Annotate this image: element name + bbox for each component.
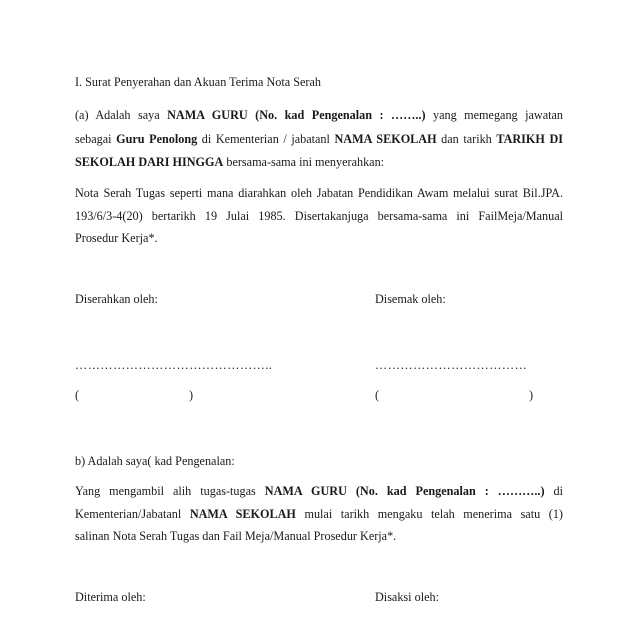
section-b-text: di bbox=[544, 484, 564, 498]
receiving-school-name: NAMA SEKOLAH bbox=[189, 507, 296, 521]
section-a-intro: (a) Adalah saya bbox=[75, 108, 168, 122]
section-b-text: Kementerian/Jabatanl bbox=[75, 507, 190, 521]
handed-over-by-label: Diserahkan oleh: bbox=[75, 292, 158, 306]
section-a-text: sebagai bbox=[75, 132, 117, 146]
checked-by-label: Disemak oleh: bbox=[375, 292, 446, 306]
section-a-line-3 bbox=[75, 156, 384, 168]
name-paren-right-open: ( bbox=[375, 388, 380, 402]
teacher-name-ic: NAMA GURU (No. kad Pengenalan : ……..) bbox=[167, 108, 426, 122]
section-b-text: mulai tarikh mengaku telah menerima satu (1) bbox=[295, 507, 563, 521]
name-paren-right-close: ) bbox=[529, 388, 534, 402]
section-a-line-1 bbox=[75, 109, 563, 121]
nota-line-2: 193/6/3-4(20) bertarikh 19 Julai 1985. Disertakanjuga bersama-sama ini FailMeja/Manual bbox=[75, 209, 563, 223]
role-title: Guru Penolong bbox=[116, 132, 198, 146]
signature-line-left: ……………………………………….. bbox=[75, 358, 273, 372]
section-b-text: Yang mengambil alih tugas-tugas bbox=[75, 484, 265, 498]
section-b-line-1 bbox=[75, 485, 563, 497]
service-date: TARIKH DI bbox=[496, 132, 564, 146]
section-b-line-3: salinan Nota Serah Tugas dan Fail Meja/Manual Prosedur Kerja*. bbox=[75, 529, 397, 543]
section-a-position-text: yang memegang jawatan bbox=[425, 108, 564, 122]
nota-line-3: Prosedur Kerja*. bbox=[75, 231, 158, 245]
school-name: NAMA SEKOLAH bbox=[334, 132, 437, 146]
name-paren-left-open: ( bbox=[75, 388, 80, 402]
section-a-line-2 bbox=[75, 133, 563, 145]
section-a-text: dan tarikh bbox=[436, 132, 497, 146]
section-b-heading: b) Adalah saya( kad Pengenalan: bbox=[75, 454, 235, 468]
witnessed-by-label: Disaksi oleh: bbox=[375, 590, 439, 604]
signature-line-right: ……………………………… bbox=[375, 358, 528, 372]
receiving-teacher-name-ic: NAMA GURU (No. kad Pengenalan : ………..) bbox=[264, 484, 545, 498]
received-by-label: Diterima oleh: bbox=[75, 590, 146, 604]
service-date-range: SEKOLAH DARI HINGGA bbox=[75, 155, 224, 169]
section-b-line-2 bbox=[75, 508, 563, 520]
nota-line-1: Nota Serah Tugas seperti mana diarahkan oleh Jabatan Pendidikan Awam melalui surat Bil.JPA. bbox=[75, 186, 563, 200]
document-heading: I. Surat Penyerahan dan Akuan Terima Nota Serah bbox=[75, 75, 321, 89]
section-a-text: di Kementerian / jabatanl bbox=[197, 132, 335, 146]
section-a-text: bersama-sama ini menyerahkan: bbox=[223, 155, 385, 169]
name-paren-left-close: ) bbox=[189, 388, 194, 402]
